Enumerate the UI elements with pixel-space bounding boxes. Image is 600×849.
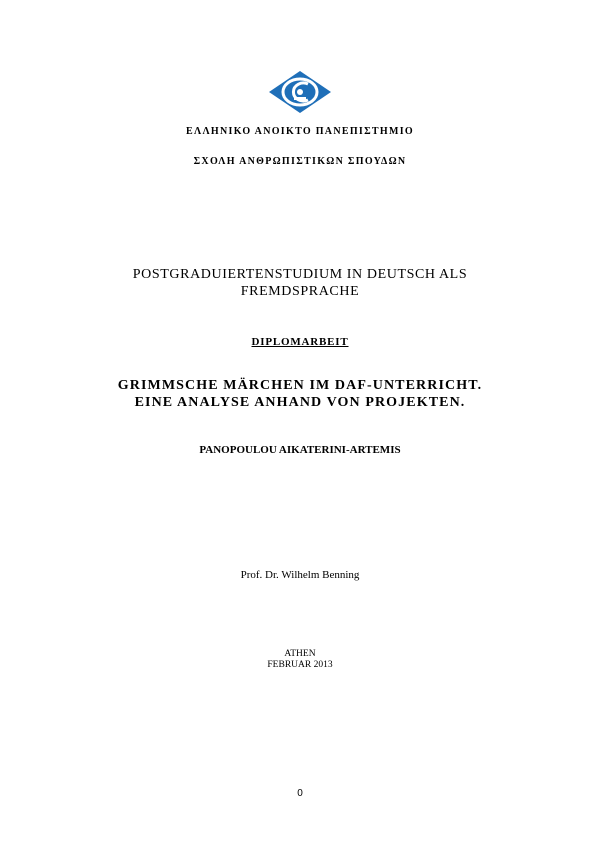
university-name: ΕΛΛΗΝΙΚΟ ΑΝΟΙΚΤΟ ΠΑΝΕΠΙΣΤΗΜΙΟ <box>186 126 414 137</box>
document-type: DIPLOMARBEIT <box>251 336 349 348</box>
supervisor-name: Prof. Dr. Wilhelm Benning <box>240 569 360 581</box>
school-name: ΣΧΟΛΗ ΑΝΘΡΩΠΙΣΤΙΚΩΝ ΣΠΟΥΔΩΝ <box>193 156 407 167</box>
document-type-wrapper <box>0 332 600 350</box>
author-name: PANOPOULOU AIKATERINI-ARTEMIS <box>199 444 401 456</box>
thesis-title-line1: GRIMMSCHE MÄRCHEN IM DAF-UNTERRICHT. <box>117 378 483 393</box>
thesis-title <box>0 377 600 411</box>
date: FEBRUAR 2013 <box>267 660 333 670</box>
place: ATHEN <box>284 649 316 659</box>
page-number: 0 <box>297 788 303 799</box>
program-title-line2: FREMDSPRACHE <box>240 284 360 299</box>
program-title <box>0 266 600 300</box>
university-emblem-icon <box>268 70 332 114</box>
program-title-line1: POSTGRADUIERTENSTUDIUM IN DEUTSCH ALS <box>132 267 468 282</box>
thesis-title-line2: EINE ANALYSE ANHAND VON PROJEKTEN. <box>134 395 466 410</box>
place-date <box>0 649 600 671</box>
